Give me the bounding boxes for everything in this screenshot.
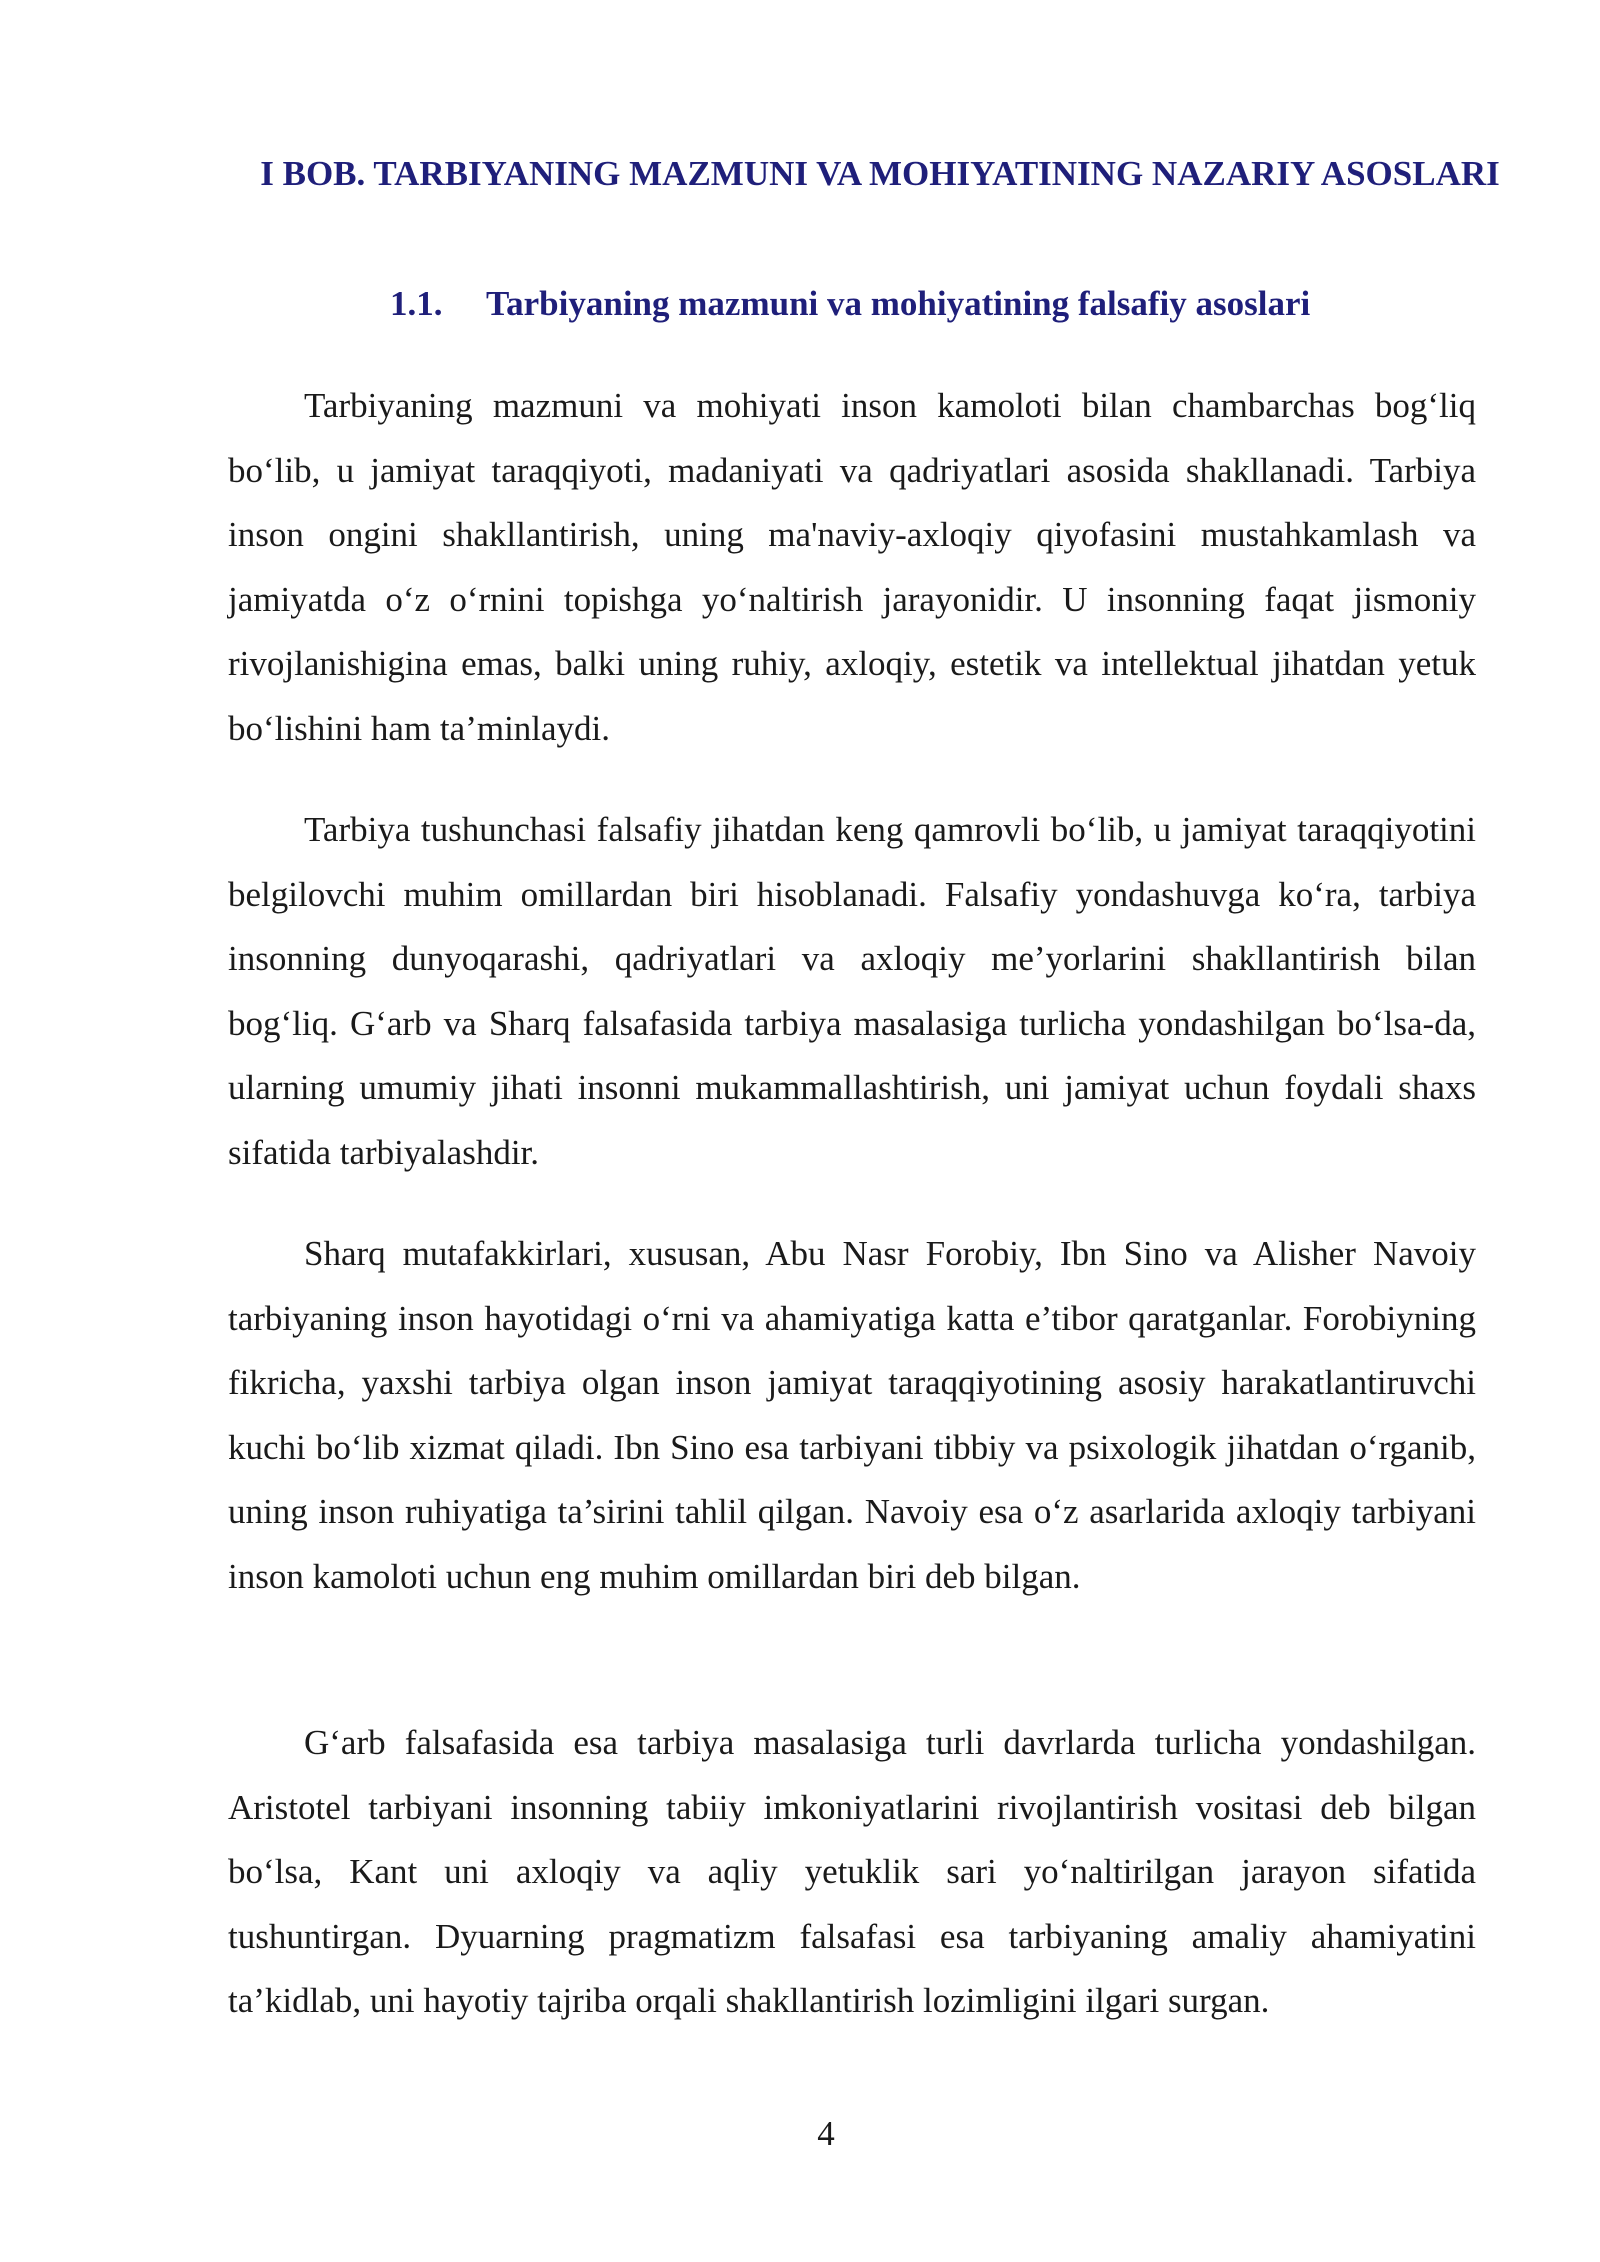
section-title	[390, 272, 1390, 336]
section-number: 1.1.	[390, 284, 443, 323]
paragraph-2: Tarbiya tushunchasi falsafiy jihatdan keng qamrovli bo‘lib, u jamiyat taraqqiyotini belgilovchi muhim omillardan biri hisoblanadi. Falsafiy yondashuvga ko‘ra, tarbiya insonning dunyoqarashi, qadriyatlari va axloqiy me’yorlarini shakllantirish bilan bog‘liq. G‘arb va Sharq falsafasida tarbiya masalasiga turlicha yondashilgan bo‘lsa-da, ularning umumiy jihati insonni mukammallashtirish, uni jamiyat uchun foydali shaxs sifatida tarbiyalashdir.	[228, 810, 1476, 1172]
chapter-title: I BOB. TARBIYANING MAZMUNI VA MOHIYATINING NAZARIY ASOSLARI	[260, 154, 1500, 193]
page-number: 4	[817, 2114, 835, 2153]
paragraph-4: G‘arb falsafasida esa tarbiya masalasiga turli davrlarda turlicha yondashilgan. Aristotel tarbiyani insonning tabiiy imkoniyatlarini rivojlantirish vositasi deb bilgan bo‘lsa, Kant uni axloqiy va aqliy yetuklik sari yo‘naltirilgan jarayon sifatida tushuntirgan. Dyuarning pragmatizm falsafasi esa tarbiyaning amaliy ahamiyatini ta’kidlab, uni hayotiy tajriba orqali shakllantirish lozimligini ilgari surgan.	[228, 1723, 1476, 2020]
section-title-text: Tarbiyaning mazmuni va mohiyatining falsafiy asoslari	[486, 284, 1311, 323]
paragraph-1: Tarbiyaning mazmuni va mohiyati inson kamoloti bilan chambarchas bog‘liq bo‘lib, u jamiyat taraqqiyoti, madaniyati va qadriyatlari asosida shakllanadi. Tarbiya inson ongini shakllantirish, uning ma'naviy-axloqiy qiyofasini mustahkamlash va jamiyatda o‘z o‘rnini topishga yo‘naltirish jarayonidir. U insonning faqat jismoniy rivojlanishigina emas, balki uning ruhiy, axloqiy, estetik va intellektual jihatdan yetuk bo‘lishini ham ta’minlaydi.	[228, 386, 1476, 748]
paragraph-3: Sharq mutafakkirlari, xususan, Abu Nasr Forobiy, Ibn Sino va Alisher Navoiy tarbiyaning inson hayotidagi o‘rni va ahamiyatiga katta e’tibor qaratganlar. Forobiyning fikricha, yaxshi tarbiya olgan inson jamiyat taraqqiyotining asosiy harakatlantiruvchi kuchi bo‘lib xizmat qiladi. Ibn Sino esa tarbiyani tibbiy va psixologik jihatdan o‘rganib, uning inson ruhiyatiga ta’sirini tahlil qilgan. Navoiy esa o‘z asarlarida axloqiy tarbiyani inson kamoloti uchun eng muhim omillardan biri deb bilgan.	[228, 1234, 1476, 1596]
